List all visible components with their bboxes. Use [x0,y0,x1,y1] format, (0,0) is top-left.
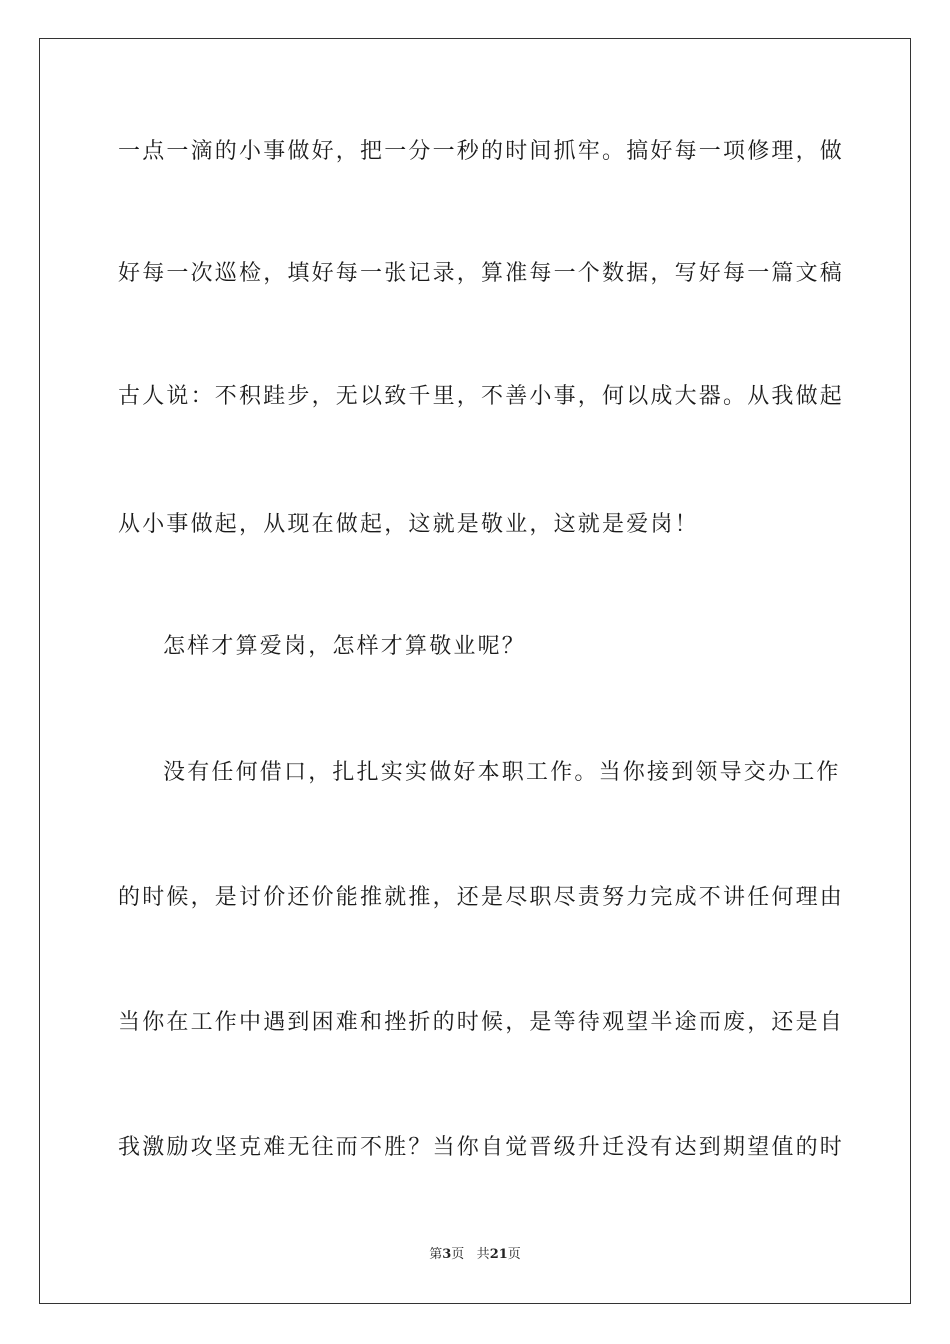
body-line-1: 一点一滴的小事做好，把一分一秒的时间抓牢。搞好每一项修理，做 [118,139,845,164]
page-prefix: 第 [429,1247,443,1262]
body-line-9: 我激励攻坚克难无往而不胜？当你自觉晋级升迁没有达到期望值的时 [118,1135,845,1160]
total-suffix: 页 [507,1247,521,1262]
body-line-4: 从小事做起，从现在做起，这就是敬业，这就是爱岗！ [118,512,699,537]
body-line-8: 当你在工作中遇到困难和挫折的时候，是等待观望半途而废，还是自 [118,1010,845,1035]
page-footer [0,1246,950,1264]
total-page-count: 21 [489,1247,508,1262]
total-prefix: 共 [476,1247,490,1262]
body-line-6: 没有任何借口，扎扎实实做好本职工作。当你接到领导交办工作 [163,760,841,785]
page-suffix: 页 [451,1247,465,1262]
body-line-7: 的时候，是讨价还价能推就推，还是尽职尽责努力完成不讲任何理由 [118,885,845,910]
body-line-5: 怎样才算爱岗，怎样才算敬业呢？ [163,634,527,659]
current-page-number: 3 [442,1247,452,1262]
page-border [39,38,911,1304]
body-line-2: 好每一次巡检，填好每一张记录，算准每一个数据，写好每一篇文稿 [118,261,845,286]
body-line-3: 古人说：不积跬步，无以致千里，不善小事，何以成大器。从我做起 [118,384,845,409]
